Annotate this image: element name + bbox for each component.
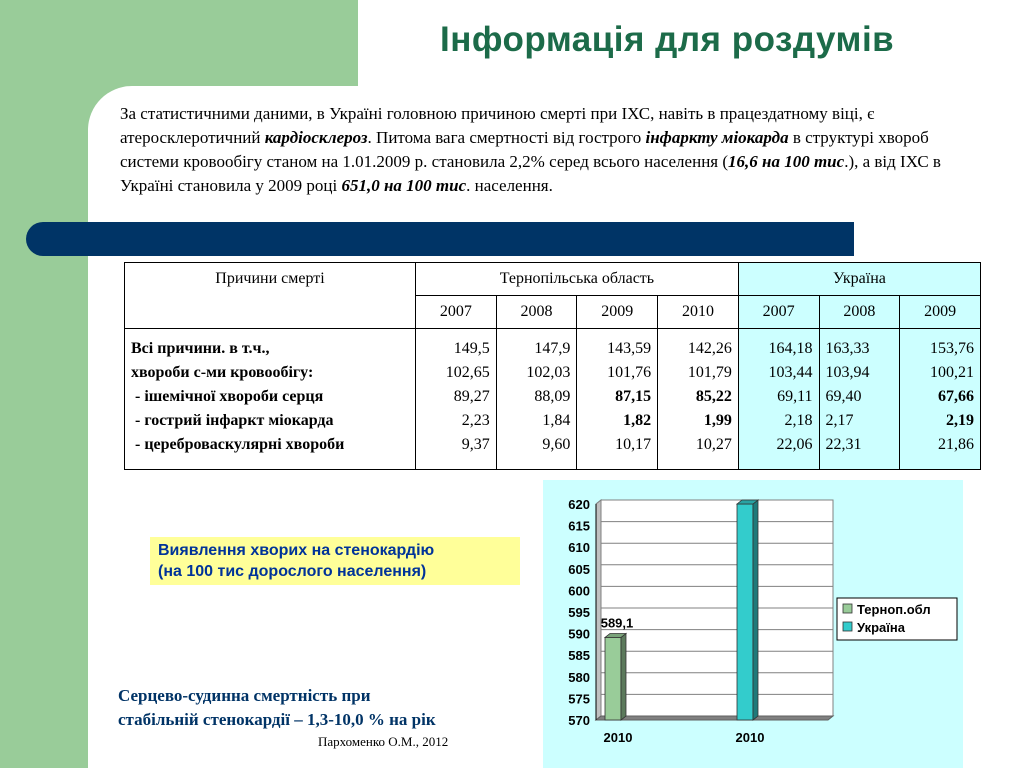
table-value: 103,94	[825, 364, 870, 381]
chart-wall	[596, 500, 601, 720]
table-value: 67,66	[938, 388, 974, 405]
table-value: 101,76	[607, 364, 652, 381]
y-tick-label: 610	[568, 540, 590, 556]
table-value: 9,37	[461, 436, 490, 453]
cause-label: - цереброваскулярні хвороби	[131, 436, 345, 453]
table-value: 69,11	[777, 388, 813, 405]
table-value: 163,33	[825, 340, 870, 357]
intro-text-4: .), а від ІХС в Україні становила у 2009 році	[120, 152, 941, 195]
year-header: 2008	[819, 296, 900, 329]
cause-label: - гострий інфаркт міокарда	[131, 412, 334, 429]
table-value: 102,03	[526, 364, 571, 381]
table-value: 1,99	[703, 412, 732, 429]
intro-bold-3: 16,6 на 100 тис	[728, 152, 845, 171]
table-value: 1,84	[542, 412, 571, 429]
intro-text-2: . Питома вага смертності від гострого	[367, 128, 646, 147]
causes-cell	[125, 329, 416, 470]
y-tick-label: 570	[568, 713, 590, 728]
table-value: 149,5	[453, 340, 490, 357]
table-value: 2,18	[784, 412, 813, 429]
legend-label: Терноп.обл	[857, 602, 931, 617]
year-header: 2009	[900, 296, 981, 329]
table-value: 10,17	[615, 436, 652, 453]
table-value: 2,23	[461, 412, 490, 429]
table-value: 147,9	[534, 340, 571, 357]
note-line: стабільній стенокардії – 1,3-10,0 % на рік	[118, 710, 436, 729]
y-tick-label: 620	[568, 497, 590, 512]
legend-label: Україна	[857, 620, 906, 635]
data-label: 589,1	[600, 615, 634, 631]
table-value: 69,40	[825, 388, 862, 405]
table-value: 87,15	[615, 388, 652, 405]
values-col	[738, 329, 819, 470]
bar-side	[753, 500, 758, 720]
chart-floor	[596, 716, 833, 720]
table-value: 88,09	[534, 388, 571, 405]
bar	[737, 504, 753, 720]
table-value: 2,19	[946, 412, 974, 429]
note-line: Серцево-судинна смертність при	[118, 686, 371, 705]
table-value: 101,79	[687, 364, 732, 381]
values-col	[577, 329, 658, 470]
year-header: 2007	[416, 296, 497, 329]
table-value: 100,21	[930, 364, 974, 381]
table-value: 2,17	[825, 412, 854, 429]
values-col	[658, 329, 739, 470]
background-green-band-left	[0, 86, 88, 768]
table-value: 142,26	[687, 340, 732, 357]
y-tick-label: 580	[568, 669, 590, 685]
table-value: 89,27	[453, 388, 490, 405]
slide-title: Інформація для роздумів	[440, 20, 895, 59]
decorative-bar	[26, 222, 854, 256]
table-value: 153,76	[930, 340, 974, 357]
y-tick-label: 615	[568, 518, 590, 534]
highlight-text	[158, 540, 434, 582]
bar-side	[621, 633, 626, 720]
y-tick-label: 605	[568, 561, 590, 577]
header-causes: Причини смерті	[125, 263, 416, 329]
table-value: 103,44	[768, 364, 813, 381]
highlight-line: Виявлення хворих на стенокардію	[158, 542, 435, 559]
values-col	[416, 329, 497, 470]
header-ukraine: Україна	[738, 263, 980, 296]
cause-label: хвороби с-ми кровообігу:	[131, 364, 314, 381]
year-header: 2009	[577, 296, 658, 329]
y-tick-label: 585	[568, 648, 590, 664]
mortality-table	[124, 262, 981, 470]
year-header: 2010	[658, 296, 739, 329]
table-value: 85,22	[695, 388, 732, 405]
intro-bold-2: інфаркту міокарда	[645, 128, 789, 147]
header-ternopil: Тернопільська область	[416, 263, 739, 296]
table-value: 102,65	[445, 364, 490, 381]
intro-paragraph	[120, 102, 990, 198]
cause-label: Всі причини. в т.ч.,	[131, 340, 270, 357]
table-value: 143,59	[607, 340, 652, 357]
intro-text-1: За статистичними даними, в Україні головною причиною смерті при ІХС, навіть в працездатному віці, є атеросклеротичний	[120, 104, 875, 147]
table-value: 22,06	[776, 436, 813, 453]
intro-bold-4: 651,0 на 100 тис	[341, 176, 467, 195]
x-tick-label: 2010	[603, 730, 633, 745]
author-credit: Пархоменко О.М., 2012	[318, 734, 449, 749]
intro-text-3: в структурі хвороб системи кровообігу станом на 1.01.2009 р. становила 2,2% серед всього населення (	[120, 128, 929, 171]
y-tick-label: 590	[568, 626, 590, 642]
table-value: 164,18	[768, 340, 813, 357]
table-value: 21,86	[938, 436, 974, 453]
legend-swatch	[843, 622, 852, 631]
values-col	[819, 329, 900, 470]
y-tick-label: 595	[568, 605, 590, 620]
y-tick-label: 600	[568, 583, 590, 599]
bar-chart	[543, 480, 963, 768]
year-header: 2007	[738, 296, 819, 329]
values-col	[900, 329, 981, 470]
year-header: 2008	[496, 296, 577, 329]
y-tick-label: 575	[568, 691, 590, 707]
table-value: 10,27	[695, 436, 732, 453]
table-value: 9,60	[542, 436, 571, 453]
bar	[605, 637, 621, 720]
table-value: 22,31	[825, 436, 862, 453]
table-value: 1,82	[623, 412, 652, 429]
values-col	[496, 329, 577, 470]
intro-text-5: . населення.	[466, 176, 553, 195]
chart-container	[543, 480, 963, 768]
highlight-line: (на 100 тис дорослого населення)	[158, 563, 427, 580]
intro-bold-1: кардіосклероз	[264, 128, 368, 147]
x-tick-label: 2010	[735, 730, 765, 745]
legend-swatch	[843, 604, 852, 613]
cause-label: - ішемічної хвороби серця	[131, 388, 324, 405]
bottom-note	[118, 684, 436, 732]
